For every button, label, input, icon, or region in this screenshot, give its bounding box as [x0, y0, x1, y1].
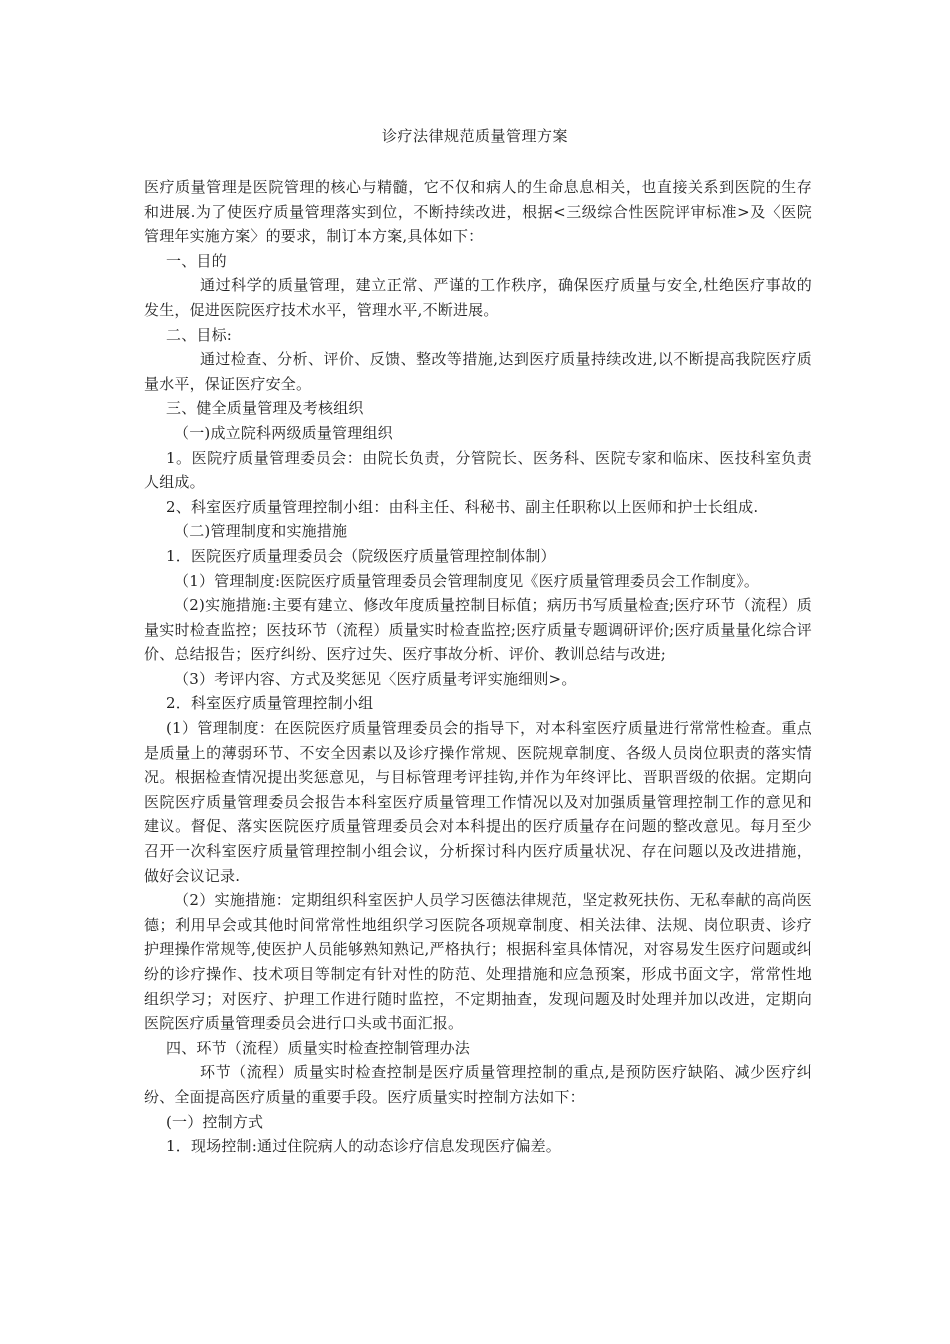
document-body: [144, 175, 812, 1159]
section-heading-purpose: 一、目的: [166, 251, 227, 270]
list-item: 1．现场控制:通过住院病人的动态诊疗信息发现医疗偏差。: [166, 1137, 561, 1156]
subsection-heading-1: （一)成立院科两级质量管理组织: [174, 423, 393, 442]
section-heading-goal: 二、目标:: [166, 325, 233, 344]
paragraph-purpose: 通过科学的质量管理，建立正常、严谨的工作秩序，确保医疗质量与安全,杜绝医疗事故的发生，促进医院医疗技术水平，管理水平,不断进展。: [144, 276, 812, 319]
list-item: （2)实施措施:主要有建立、修改年度质量控制目标值；病历书写质量检查;医疗环节（流程）质量实时检查监控；医技环节（流程）质量实时检查监控;医疗质量专题调研评价;医疗质量量化综合评价、总结报告；医疗纠纷、医疗过失、医疗事故分析、评价、教训总结与改进;: [144, 596, 812, 664]
paragraph-intro: 医疗质量管理是医院管理的核心与精髓，它不仅和病人的生命息息相关，也直接关系到医院的生存和进展.为了使医疗质量管理落实到位，不断持续改进，根据<三级综合性医院评审标准>及〈医院管理年实施方案〉的要求，制订本方案,具体如下：: [144, 178, 812, 246]
list-item: 1．医院医疗质量理委员会（院级医疗质量管理控制体制）: [166, 546, 556, 565]
list-item: 2．科室医疗质量管理控制小组: [166, 694, 374, 713]
section-heading-organization: 三、健全质量管理及考核组织: [166, 399, 364, 418]
paragraph-goal: 通过检查、分析、评价、反馈、整改等措施,达到医疗质量持续改进,以不断提高我院医疗质量水平，保证医疗安全。: [144, 350, 812, 393]
section-heading-process-control: 四、环节（流程）质量实时检查控制管理办法: [166, 1038, 471, 1057]
list-item: (1）管理制度：在医院医疗质量管理委员会的指导下，对本科室医疗质量进行常常性检查。重点是质量上的薄弱环节、不安全因素以及诊疗操作常规、医院规章制度、各级人员岗位职责的落实情况。根据检查情况提出奖惩意见，与目标管理考评挂钩,并作为年终评比、晋职晋级的依据。定期向医院医疗质量管理委员会报告本科室医疗质量管理工作情况以及对加强质量管理控制工作的意见和建议。督促、落实医院医疗质量管理委员会对本科提出的医疗质量存在问题的整改意见。每月至少召开一次科室医疗质量管理控制小组会议，分析探讨科内医疗质量状况、存在问题以及改进措施，做好会议记录.: [144, 719, 812, 885]
document-title: 诊疗法律规范质量管理方案: [381, 127, 568, 145]
subsection-heading-2: （二)管理制度和实施措施: [174, 522, 348, 541]
paragraph-process-control: 环节（流程）质量实时检查控制是医疗质量管理控制的重点,是预防医疗缺陷、减少医疗纠纷、全面提高医疗质量的重要手段。医疗质量实时控制方法如下：: [144, 1063, 812, 1106]
list-item: （3）考评内容、方式及奖惩见〈医疗质量考评实施细则>。: [174, 669, 577, 688]
list-item: 1。医院疗质量管理委员会：由院长负责，分管院长、医务科、医院专家和临床、医技科室负责人组成。: [144, 448, 812, 492]
subsection-heading-control-method: (一）控制方式: [166, 1112, 264, 1131]
list-item: （2）实施措施：定期组织科室医护人员学习医德法律规范，坚定救死扶伤、无私奉献的高尚医德；利用早会或其他时间常常性地组织学习医院各项规章制度、相关法律、法规、岗位职责、诊疗护理操作常规等,使医护人员能够熟知熟记,严格执行；根据科室具体情况，对容易发生医疗问题或纠纷的诊疗操作、技术项目等制定有针对性的防范、处理措施和应急预案，形成书面文字，常常性地组织学习；对医疗、护理工作进行随时监控，不定期抽查，发现问题及时处理并加以改进，定期向医院医疗质量管理委员会进行口头或书面汇报。: [144, 891, 812, 1033]
list-item: （1）管理制度:医院医疗质量管理委员会管理制度见《医疗质量管理委员会工作制度》。: [174, 571, 760, 590]
list-item: 2、科室医疗质量管理控制小组：由科主任、科秘书、副主任职称以上医师和护士长组成.: [166, 497, 759, 516]
